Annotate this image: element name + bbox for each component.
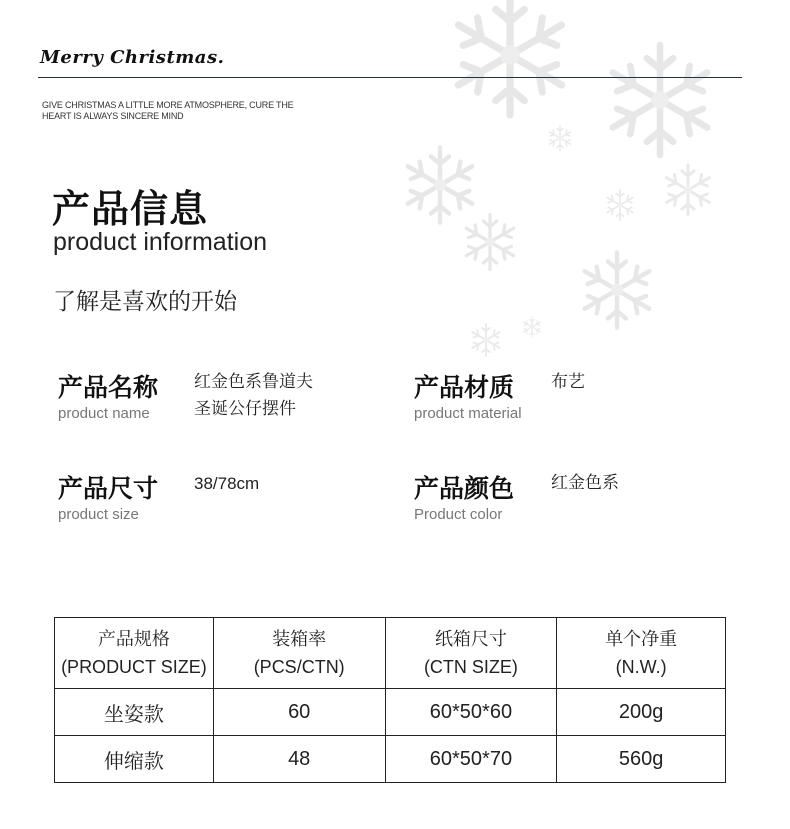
spec-name-label-en: product name (58, 405, 150, 422)
table-header-cell (385, 618, 557, 689)
spec-name-value (194, 369, 313, 423)
spec-material-value: 布艺 (551, 372, 585, 392)
table-cell: 560g (557, 736, 726, 783)
snowflake-icon (523, 317, 540, 337)
spec-size-label-en: product size (58, 506, 139, 523)
header-divider (38, 77, 742, 78)
header-en: (CTN SIZE) (423, 657, 518, 677)
spec-name-label: 产品名称 (58, 373, 159, 402)
spec-size-label: 产品尺寸 (58, 474, 159, 503)
spec-color-label-en: Product color (414, 506, 503, 523)
spec-material-label-en: product material (414, 405, 522, 422)
spec-size-value: 38/78cm (194, 474, 260, 493)
snowflake-icon (613, 45, 708, 155)
spec-name-value-line1: 红金色系鲁道夫 (194, 372, 313, 392)
snowflake-icon (408, 148, 473, 223)
table-cell: 48 (213, 736, 385, 783)
table-cell: 200g (557, 689, 726, 736)
spec-material-label: 产品材质 (414, 373, 515, 402)
header-cn: 单个净重 (605, 629, 678, 649)
snowflake-icon (607, 190, 633, 220)
table-header-cell (55, 618, 214, 689)
table-cell: 60 (213, 689, 385, 736)
header-en: (N.W.) (615, 657, 667, 677)
table-cell: 60*50*60 (385, 689, 557, 736)
page-title-en: product information (53, 228, 268, 256)
spec-color-value: 红金色系 (551, 473, 619, 493)
table-header-row (55, 618, 726, 689)
header-cn: 产品规格 (97, 629, 170, 649)
snowflake-icon (466, 215, 513, 270)
table-cell: 坐姿款 (55, 689, 214, 736)
page-title: 产品信息 (52, 187, 209, 231)
snowflake-icon (585, 253, 650, 328)
table-cell: 60*50*70 (385, 736, 557, 783)
brand-title: Merry Christmas. (40, 47, 225, 68)
snowflake-icon (667, 165, 710, 215)
spec-color-label: 产品颜色 (414, 474, 515, 503)
table-header-cell (213, 618, 385, 689)
tagline: GIVE CHRISTMAS A LITTLE MORE ATMOSPHERE, CURE THE HEART IS ALWAYS SINCERE MIND (42, 100, 294, 121)
snowflake-icon (549, 126, 571, 151)
spec-name-value-line2: 圣诞公仔摆件 (194, 399, 296, 419)
table-header-cell (557, 618, 726, 689)
snowflake-icon (458, 0, 561, 115)
table-cell: 伸缩款 (55, 736, 214, 783)
table-row (55, 736, 726, 783)
header-cn: 装箱率 (272, 629, 327, 649)
table-row (55, 689, 726, 736)
header-cn: 纸箱尺寸 (434, 629, 507, 649)
header-en: (PRODUCT SIZE) (61, 657, 207, 677)
spec-table (54, 617, 726, 783)
snowflake-icon (472, 324, 500, 356)
page-subtitle: 了解是喜欢的开始 (53, 289, 237, 315)
header-en: (PCS/CTN) (253, 657, 345, 677)
